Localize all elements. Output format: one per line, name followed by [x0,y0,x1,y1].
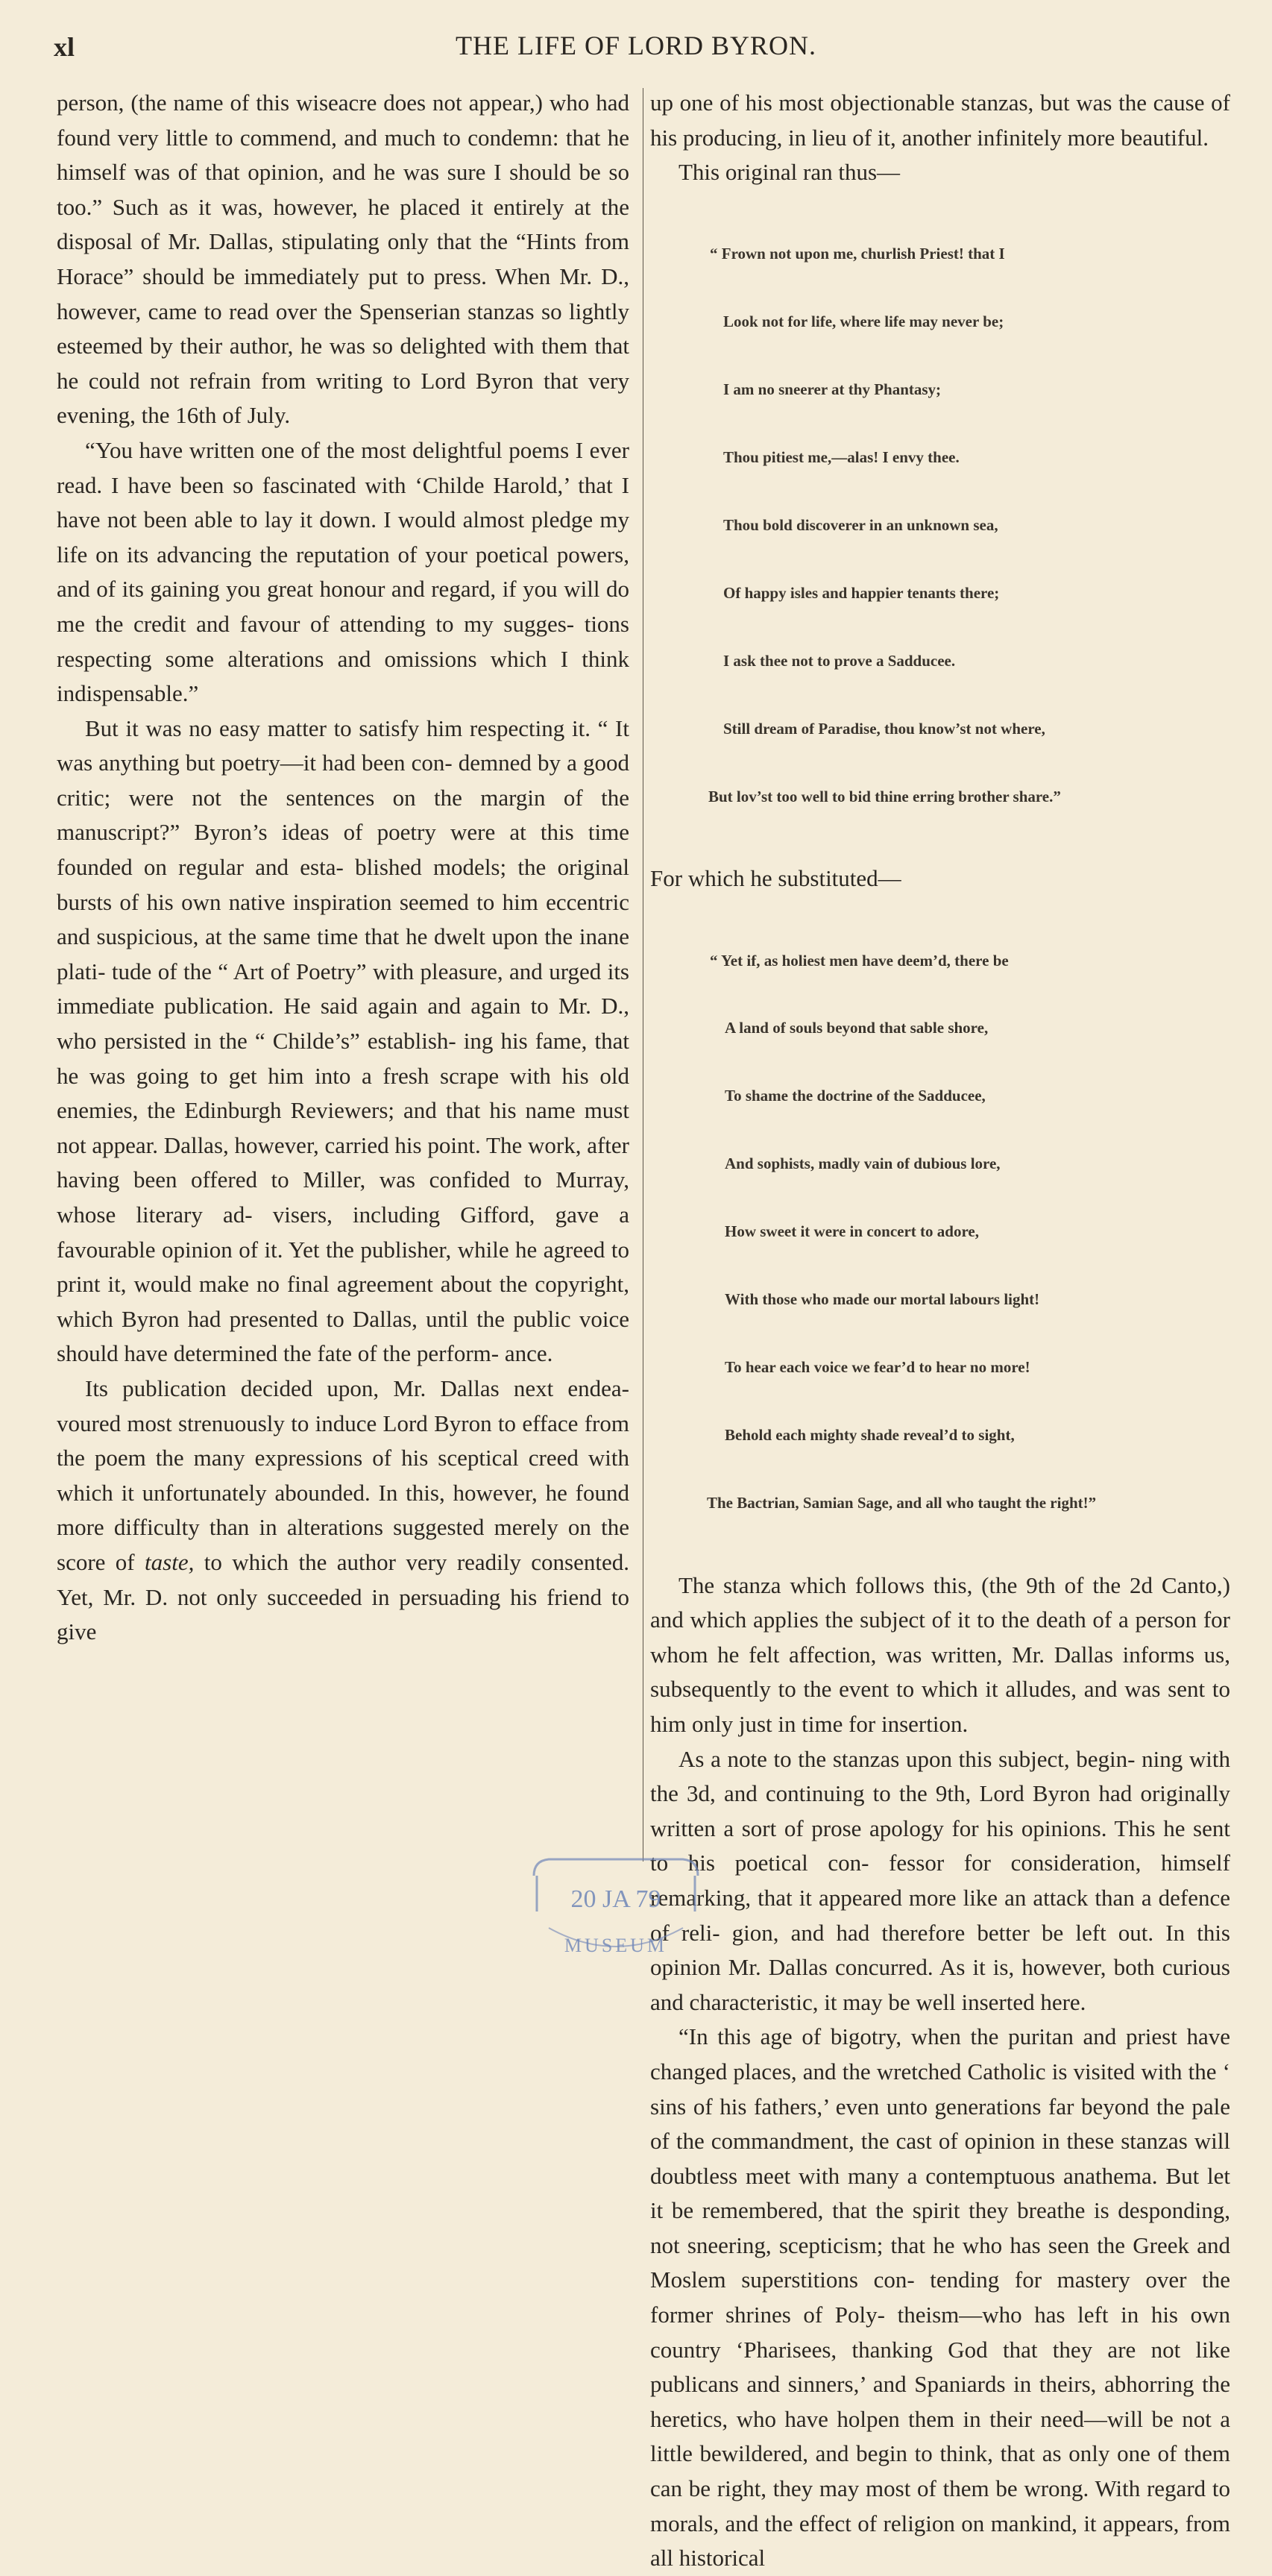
poem-line: To hear each voice we fear’d to hear no more! [725,1357,1030,1376]
paragraph: “In this age of bigotry, when the puritan and priest have changed places, and the wretched Catholic is visited with the ‘ sins of his fathers,’ even unto generations far beyond the pale of the commandment, the cast of opinion in these stanzas will doubtless meet with many a contemptuous anathema. But let it be remembered, that the spirit they breathe is desponding, not sneering, scepticism; that he who has seen the Greek and Moslem superstitions con- tending for mastery over the former shrines of Poly- theism—who has left in his own country ‘Pharisees, thanking God that they are not like publicans and sinners,’ and Spaniards in theirs, abhorring the heretics, who have holpen them in their need—will be not a little bewildered, and begin to think, that as only one of them can be right, they may most of them be wrong. With regard to morals, and the effect of religion on mankind, it appears, from all historical [650,2023,1230,2572]
paragraph: up one of his most objectionable stanzas, but was the cause of his producing, in lieu of it, another infinitely more beautiful. [650,89,1230,151]
poem-line: To shame the doctrine of the Sadducee, [725,1087,986,1105]
stamp-label: MUSEUM [564,1935,668,1956]
paragraph: For which he substituted— [650,865,901,892]
poem-line: And sophists, madly vain of dubious lore, [725,1155,1001,1173]
poem-line: Still dream of Paradise, thou know’st not where, [723,719,1045,738]
paragraph: As a note to the stanzas upon this subject, begin- ning with the 3d, and continuing to the 9th, Lord Byron had originally written a sort of prose apology for his opinions. This he sent to his poetical con- fessor for consideration, himself remarking, that it appeared more like an attack than a defence of reli- gion, and had therefore better be left out. In this opinion Mr. Dallas concurred. As it is, however, both curious and characteristic, it may be well inserted here. [650,1745,1230,2015]
page-number: xl [54,32,75,62]
library-stamp [526,1853,705,1961]
poem-line: The Bactrian, Samian Sage, and all who taught the right!” [707,1493,1097,1512]
poem-line: “ Yet if, as holiest men have deem’d, there be [710,951,1009,970]
left-column [57,86,629,1650]
poem-line: Thou bold discoverer in an unknown sea, [723,515,998,534]
text-run: to which the author very readily consented. Yet, Mr. D. not only succeeded in persuading his friend to give [57,1548,629,1645]
paragraph: But it was no easy matter to satisfy him respecting it. “ It was anything but poetry—it had been con- demned by a good critic; were not the sentences on the margin of the manuscript?” Byron’s ideas of poetry were at this time founded on regular and esta- blished models; the original bursts of his own native inspiration seemed to him eccentric and suspicious, at the same time that he dwelt upon the inane plati- tude of the “ Art of Poetry” with pleasure, and urged its immediate publication. He said again and again to Mr. D., who persisted in the “ Childe’s” establish- ing his fame, that he was going to get him into a fresh scrape with his old enemies, the Edinburgh Reviewers; and that his name must not appear. Dallas, however, carried his point. The work, after having been offered to Miller, was confided to Murray, whose literary ad- visers, including Gifford, gave a favourable opinion of it. Yet the publisher, while he agreed to print it, would make no final agreement about the copyright, which Byron had presented to Dallas, until the public voice should have determined the fate of the perform- ance. [57,714,629,1367]
poem-line: How sweet it were in concert to adore, [725,1222,979,1241]
poem-line: “ Frown not upon me, churlish Priest! that I [710,245,1005,263]
paragraph: person, (the name of this wiseacre does not appear,) who had found very little to commend, and much to condemn: that he himself was of that opinion, and he was sure I should be so too.” Such as it was, however, he placed it entirely at the disposal of Mr. Dallas, stipulating only that the “Hints from Horace” should be immediately put to press. When Mr. D., however, came to read over the Spenserian stanzas so lightly esteemed by their author, he was so delighted with them that he could not refrain from writing to Lord Byron that very evening, the 16th of July. [57,89,629,429]
italic-word: taste, [145,1548,195,1575]
paragraph: “You have written one of the most delightful poems I ever read. I have been so fascinated with ‘Childe Harold,’ that I have not been able to lay it down. I would almost pledge my life on its advancing the reputation of your poetical powers, and of its gaining you great honour and regard, if you will do me the credit and favour of attending to my sugges- tions respecting some alterations and omissions which I think indispensable.” [57,436,629,707]
poem-line: With those who made our mortal labours light! [725,1290,1040,1309]
poem-line: A land of souls beyond that sable shore, [725,1019,989,1037]
poem-line: But lov’st too well to bid thine erring brother share.” [708,787,1061,805]
paragraph [57,1372,629,1650]
stamp-date: 20 JA 79 [570,1885,661,1913]
text-run: Its publication decided upon, Mr. Dallas next endea- voured most strenuously to induce Lord Byron to efface from the poem the many expressions of his sceptical creed with which it unfortunately abounded. In this, however, he found more difficulty than in alterations suggested merely on the score of [57,1375,629,1575]
paragraph: The stanza which follows this, (the 9th of the 2d Canto,) and which applies the subject of it to the death of a person for whom he felt affection, was written, Mr. Dallas informs us, subsequently to the event to which it alludes, and was sent to him only just in time for insertion. [650,1571,1230,1737]
poem-line: Behold each mighty shade reveal’d to sight, [725,1425,1015,1444]
poem-line: Look not for life, where life may never be; [723,312,1004,331]
poem-line: I am no sneerer at thy Phantasy; [723,380,942,399]
poem-line: I ask thee not to prove a Sadducee. [723,651,956,670]
running-head: THE LIFE OF LORD BYRON. [455,31,816,60]
paragraph: This original ran thus— [678,159,901,186]
right-column [650,86,1230,2576]
poem-line: Thou pitiest me,—alas! I envy thee. [723,448,960,467]
poem-line: Of happy isles and happier tenants there; [723,583,1000,602]
poem-stanza-substituted [650,904,1230,1559]
poem-stanza-original [650,198,1230,853]
